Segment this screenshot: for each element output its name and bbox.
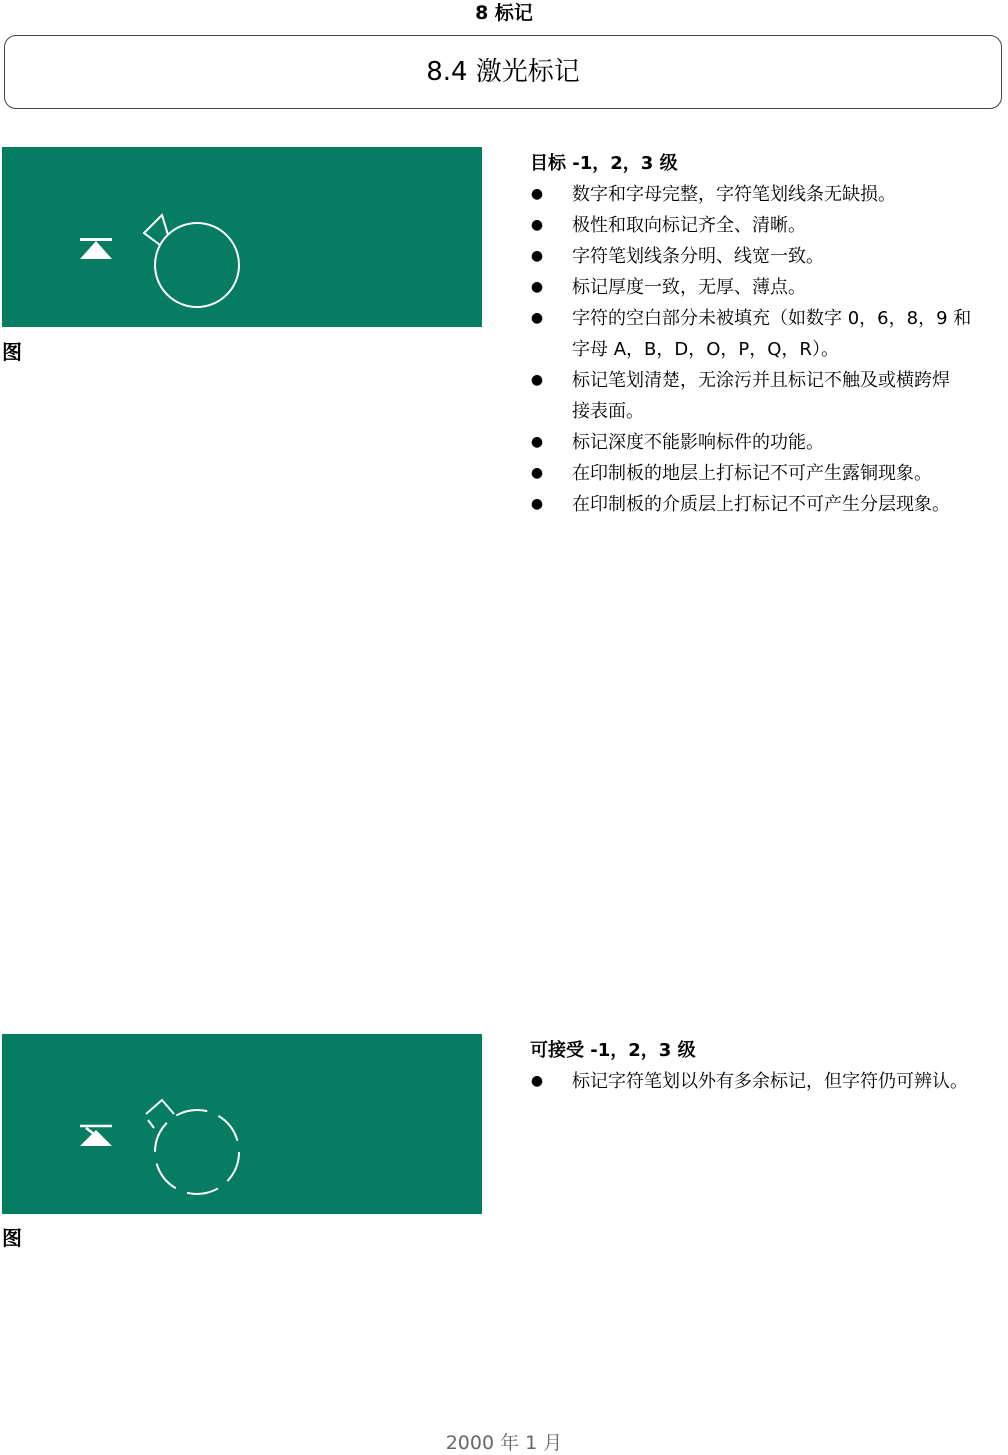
bullet-dot-icon: ● (530, 310, 544, 326)
figure-acceptable-label: 图 (2, 1226, 22, 1250)
acceptable-list (530, 1066, 1008, 1097)
polarity-triangle-icon (80, 238, 112, 259)
list-item: ● 在印制板的介质层上打标记不可产生分层现象。 (530, 489, 1008, 520)
list-item: ● 极性和取向标记齐全、清晰。 (530, 210, 1008, 241)
bullet-dot-icon: ● (530, 279, 544, 295)
page-footer-date: 2000 年 1 月 (445, 1432, 563, 1454)
list-item: ● 标记深度不能影响标件的功能。 (530, 427, 1008, 458)
bullet-dot-icon: ● (530, 434, 544, 450)
target-criteria (530, 148, 1008, 520)
list-item: ● 标记笔划清楚，无涂污并且标记不触及或横跨焊 (530, 365, 1008, 396)
orientation-circle-icon (144, 215, 239, 307)
polarity-triangle-smeared-icon (80, 1126, 112, 1146)
list-item: ● 数字和字母完整，字符笔划线条无缺损。 (530, 179, 1008, 210)
target-list (530, 179, 1008, 520)
figure-acceptable-illustration (2, 1034, 482, 1214)
bullet-dot-icon: ● (530, 186, 544, 202)
bullet-dot-icon: ● (530, 496, 544, 512)
bullet-dot-icon: ● (530, 217, 544, 233)
figure-target-label: 图 (2, 340, 22, 364)
list-item: ● 标记字符笔划以外有多余标记，但字符仍可辨认。 (530, 1066, 1008, 1097)
list-item-continuation: 字母 A，B，D，O，P，Q，R）。 (572, 339, 839, 360)
list-item: ● 字符的空白部分未被填充（如数字 0，6，8，9 和 (530, 303, 1008, 334)
bullet-dot-icon: ● (530, 465, 544, 481)
list-item: ● 在印制板的地层上打标记不可产生露铜现象。 (530, 458, 1008, 489)
section-title-box: 8.4 激光标记 (4, 35, 1002, 109)
chapter-header: 8 标记 (475, 2, 533, 24)
figure-target-illustration (2, 147, 482, 327)
bullet-dot-icon: ● (530, 248, 544, 264)
list-item-continuation: 接表面。 (572, 401, 644, 422)
acceptable-criteria (530, 1035, 1008, 1097)
bullet-dot-icon: ● (530, 1073, 544, 1089)
orientation-circle-broken-icon (146, 1100, 239, 1194)
figure-acceptable (2, 1034, 482, 1214)
list-item: ● 标记厚度一致，无厚、薄点。 (530, 272, 1008, 303)
acceptable-grade-title: 可接受 -1，2，3 级 (530, 1040, 696, 1061)
list-item: ● 字符笔划线条分明、线宽一致。 (530, 241, 1008, 272)
target-grade-title: 目标 -1，2，3 级 (530, 153, 678, 174)
bullet-dot-icon: ● (530, 372, 544, 388)
figure-target (2, 147, 482, 327)
